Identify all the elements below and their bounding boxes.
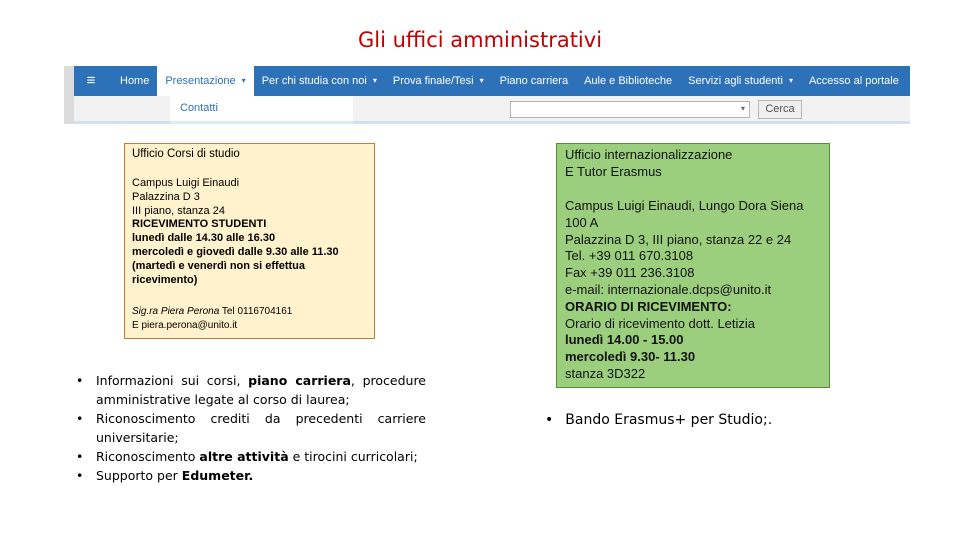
services-bullet-list: [76, 371, 426, 485]
nav-prova-finale[interactable]: [385, 66, 492, 96]
nav-aule-biblioteche-label: Aule e Biblioteche: [584, 75, 673, 87]
nav-per-chi-studia-label: Per chi studia con noi: [261, 75, 367, 87]
website-screenshot: [64, 66, 910, 124]
nav-accesso-portale-label: Accesso al portale: [808, 75, 899, 87]
search-button[interactable]: Cerca: [758, 100, 802, 119]
contact-email: E piera.perona@unito.it: [132, 320, 238, 331]
detail-line: Fax +39 011 236.3108: [565, 265, 695, 281]
services-bullet-item: [76, 371, 426, 409]
bullet-dot: •: [545, 412, 554, 428]
nav-home[interactable]: [112, 66, 157, 96]
nav-piano-carriera-label: Piano carriera: [499, 75, 569, 87]
contact-name: Sig.ra Piera Perona: [132, 306, 220, 317]
bullet-text: , procedure amministrative legate al corso di laurea;: [96, 373, 427, 407]
erasmus-bullet-list: [545, 412, 772, 428]
ufficio-internazionalizzazione-title: [565, 147, 732, 181]
erasmus-bullet-text: Bando Erasmus+ per Studio;.: [565, 412, 773, 428]
bullet-text-bold: Edumeter.: [181, 468, 254, 483]
search-select[interactable]: [510, 101, 750, 118]
chevron-down-icon: ▾: [479, 76, 484, 85]
nav-prova-finale-label: Prova finale/Tesi: [392, 75, 474, 87]
detail-line: Palazzina D 3, III piano, stanza 22 e 24: [565, 231, 792, 247]
bullet-text: Supporto per: [96, 468, 182, 483]
bullet-dot: •: [76, 411, 84, 426]
submenu-divider: [74, 121, 910, 124]
nav-home-label: Home: [120, 75, 150, 87]
bullet-text: e tirocini curricolari;: [288, 449, 418, 464]
detail-line: e-mail: internazionale.dcps@unito.it: [565, 281, 772, 297]
ufficio-internazionalizzazione-details: [565, 198, 804, 383]
hours-heading: RICEVIMENTO STUDENTI: [132, 218, 267, 231]
detail-line: Tel. +39 011 670.3108: [565, 248, 694, 264]
nav-presentazione-label: Presentazione: [165, 75, 236, 87]
nav-servizi-studenti-label: Servizi agli studenti: [688, 75, 783, 87]
contact-tel: Tel 0116704161: [219, 306, 293, 317]
ufficio-corsi-title: Ufficio Corsi di studio: [132, 148, 240, 160]
chevron-down-icon: ▾: [740, 104, 745, 113]
address-line: Campus Luigi Einaudi: [132, 177, 240, 189]
nav-presentazione[interactable]: [157, 66, 253, 96]
nav-aule-biblioteche[interactable]: [576, 66, 680, 96]
room-line: stanza 3D322: [565, 365, 646, 381]
bullet-dot: •: [76, 449, 84, 464]
nav-servizi-studenti[interactable]: [680, 66, 801, 96]
chevron-down-icon: ▾: [372, 76, 377, 85]
bullet-dot: •: [76, 373, 84, 388]
nav-accesso-portale[interactable]: [801, 66, 907, 96]
services-bullet-item: [76, 447, 426, 466]
hours-heading: ORARIO DI RICEVIMENTO:: [565, 298, 732, 314]
nav-per-chi-studia[interactable]: [254, 66, 385, 96]
title-line: Ufficio internazionalizzazione: [565, 147, 733, 162]
detail-line: 100 A: [565, 214, 599, 230]
slide-title: Gli uffici amministrativi: [357, 28, 603, 52]
contact-line: [132, 305, 292, 319]
hours-line: (martedì e venerdì non si effettua: [132, 259, 305, 272]
hours-note: Orario di ricevimento dott. Letizia: [565, 315, 756, 331]
bullet-text: Riconoscimento crediti da precedenti carriere universitarie;: [96, 411, 426, 445]
nav-piano-carriera[interactable]: [492, 66, 576, 96]
ufficio-corsi-address: [132, 177, 339, 287]
title-line: E Tutor Erasmus: [565, 163, 662, 179]
submenu-contatti[interactable]: Contatti: [170, 96, 353, 124]
hours-line: ricevimento): [132, 273, 198, 286]
address-line: Palazzina D 3: [132, 190, 200, 203]
hours-line: mercoledì e giovedì dalle 9.30 alle 11.30: [132, 245, 339, 258]
bullet-dot: •: [76, 468, 84, 483]
services-bullet-item: [76, 409, 426, 447]
bullet-text: Riconoscimento: [96, 449, 200, 464]
hours-line: lunedì dalle 14.30 alle 16.30: [132, 232, 276, 245]
chevron-down-icon: ▾: [788, 76, 793, 85]
hours-line: mercoledì 9.30- 11.30: [565, 349, 696, 365]
detail-line: Campus Luigi Einaudi, Lungo Dora Siena: [565, 198, 804, 213]
hamburger-menu-icon[interactable]: ≡: [86, 72, 96, 89]
ufficio-internazionalizzazione-box: [556, 143, 830, 388]
navbar: [74, 66, 910, 96]
ufficio-corsi-box: [124, 143, 375, 339]
contact-info: [132, 305, 292, 333]
bullet-text-bold: piano carriera: [248, 373, 351, 388]
bullet-text-bold: altre attività: [199, 449, 289, 464]
hours-line: lunedì 14.00 - 15.00: [565, 332, 684, 348]
submenu-bar: [74, 96, 910, 124]
address-line: III piano, stanza 24: [132, 204, 225, 217]
bullet-text: Informazioni sui corsi,: [96, 373, 249, 388]
services-bullet-item: [76, 466, 426, 485]
chevron-down-icon: ▾: [241, 76, 246, 85]
